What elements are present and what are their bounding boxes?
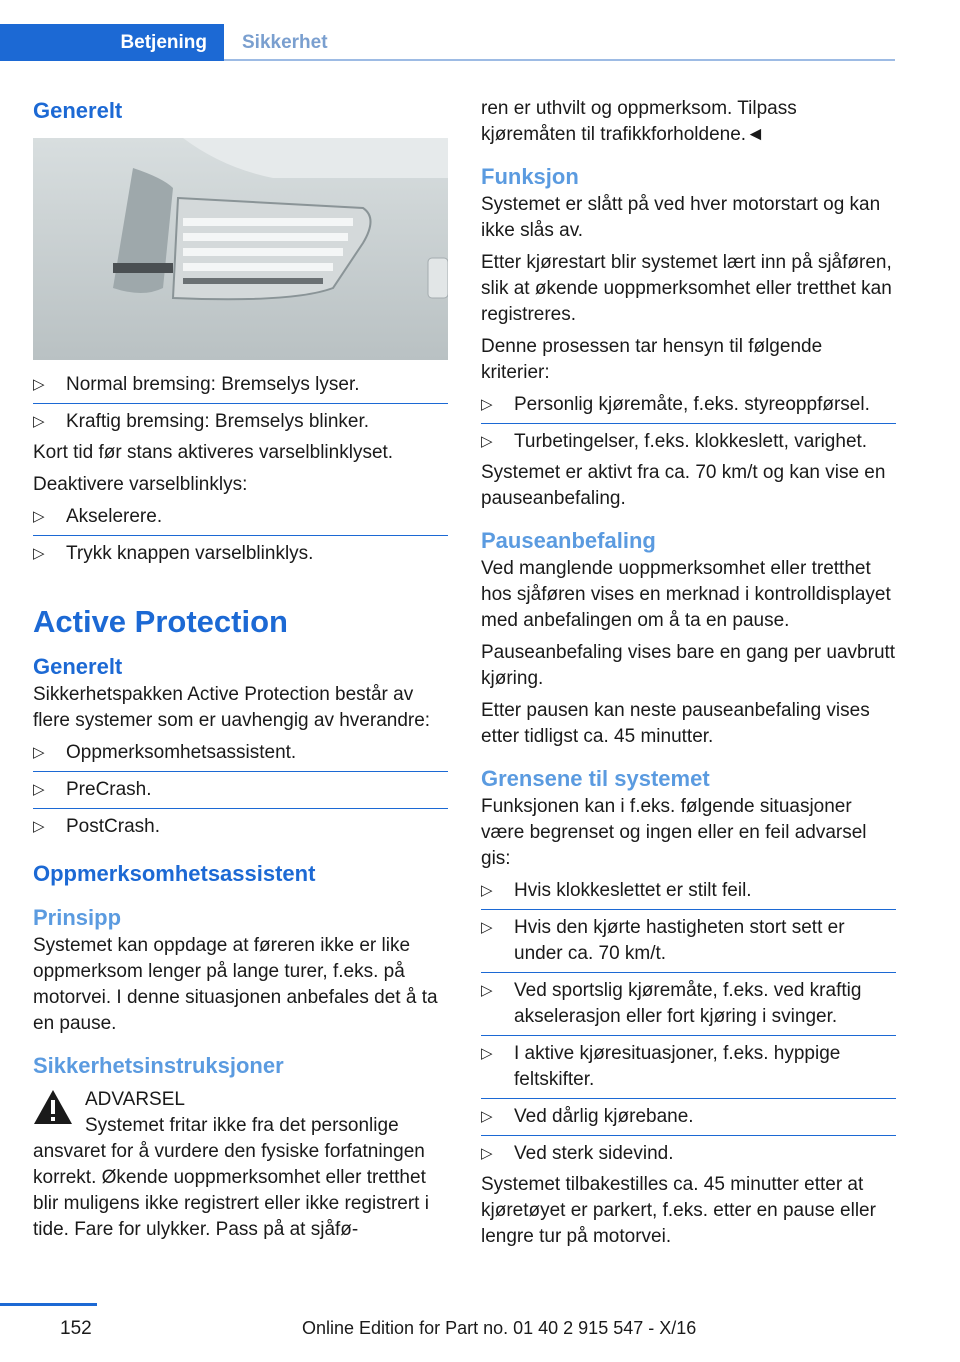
paragraph: Denne prosessen tar hensyn til følgende kriterier: — [481, 336, 823, 383]
triangle-bullet-icon: ▷ — [33, 545, 45, 562]
warning-triangle-icon — [33, 1089, 73, 1125]
paragraph: Systemet kan oppdage at føreren ikke er like oppmerksom lenger på lange turer, f.eks. på motorvei. I denne situasjonen anbefales det å ta en pause. — [33, 935, 438, 1034]
triangle-bullet-icon: ▷ — [33, 818, 45, 835]
paragraph: Etter kjørestart blir systemet lært inn på sjåføren, slik at økende uoppmerksomhet eller tretthet kan registreres. — [481, 252, 892, 325]
systems-list — [33, 740, 448, 840]
triangle-bullet-icon: ▷ — [481, 433, 493, 450]
left-column — [33, 96, 448, 1243]
divider — [33, 808, 448, 809]
limits-list — [481, 878, 896, 1167]
heading-active-protection: Active Protection — [33, 604, 288, 639]
list-item: ▷ Turbetingelser, f.eks. klokkeslett, varighet. — [481, 429, 896, 455]
divider — [33, 535, 448, 536]
list-item: ▷ Hvis klokkeslettet er stilt feil. — [481, 878, 896, 904]
triangle-bullet-icon: ▷ — [481, 919, 493, 936]
triangle-bullet-icon: ▷ — [481, 982, 493, 999]
header-tabs — [0, 24, 895, 62]
triangle-bullet-icon: ▷ — [481, 1108, 493, 1125]
list-item: ▷ Trykk knappen varselblinklys. — [33, 541, 448, 567]
triangle-bullet-icon: ▷ — [33, 781, 45, 798]
heading-funksjon: Funksjon — [481, 164, 579, 189]
divider — [481, 972, 896, 973]
divider — [481, 1135, 896, 1136]
tail-light-illustration — [33, 138, 448, 360]
triangle-bullet-icon: ▷ — [33, 744, 45, 761]
paragraph: Deaktivere varselblinklys: — [33, 474, 248, 495]
divider — [481, 909, 896, 910]
divider — [481, 1035, 896, 1036]
page-number: 152 — [60, 1318, 92, 1339]
divider — [33, 403, 448, 404]
triangle-bullet-icon: ▷ — [481, 1145, 493, 1162]
list-item: ▷ I aktive kjøresituasjoner, f.eks. hyppige feltskifter. — [481, 1043, 841, 1090]
list-item: ▷ Personlig kjøremåte, f.eks. styreoppførsel. — [481, 392, 896, 418]
tab-betjening[interactable]: Betjening — [0, 24, 224, 61]
paragraph: Funksjonen kan i f.eks. følgende situasjoner være begrenset og ingen eller en feil advarsel gis: — [481, 796, 867, 869]
divider — [481, 1098, 896, 1099]
list-item: ▷ Kraftig bremsing: Bremselys blinker. — [33, 409, 448, 435]
paragraph: Systemet er slått på ved hver motorstart og kan ikke slås av. — [481, 194, 881, 241]
tab-divider — [224, 59, 895, 61]
triangle-bullet-icon: ▷ — [33, 376, 45, 393]
warning-title: ADVARSEL — [85, 1089, 185, 1110]
right-column — [481, 96, 896, 1250]
triangle-bullet-icon: ▷ — [481, 882, 493, 899]
paragraph: Sikkerhetspakken Active Protection består av flere systemer som er uavhengig av hverandre: — [33, 684, 431, 731]
criteria-list — [481, 392, 896, 455]
heading-grensene: Grensene til systemet — [481, 766, 710, 791]
list-item: ▷ Ved sportslig kjøremåte, f.eks. ved kraftig akselerasjon eller fort kjøring i svinger. — [481, 980, 862, 1027]
heading-generelt: Generelt — [33, 98, 123, 123]
heading-prinsipp: Prinsipp — [33, 905, 122, 930]
list-item: ▷ Ved dårlig kjørebane. — [481, 1104, 896, 1130]
warning-text: Systemet fritar ikke fra det personlige ansvaret for å vurdere den fysiske forfatningen korrekt. Økende uoppmerksomhet eller tretthet blir muligens ikke registrert eller ikke registrert i tide. Fare for ulykker. Pass på at sjåfø- — [33, 1115, 429, 1240]
heading-sikkerhetsinstruksjoner: Sikkerhetsinstruksjoner — [33, 1053, 284, 1078]
paragraph: Ved manglende uoppmerksomhet eller tretthet hos sjåføren vises en merknad i kontrolldisplayet med anbefalingen om å ta en pause. — [481, 558, 891, 631]
heading-pauseanbefaling: Pauseanbefaling — [481, 528, 656, 553]
tail-light-image — [33, 138, 448, 360]
paragraph: Kort tid før stans aktiveres varselblinklyset. — [33, 442, 394, 463]
paragraph: Etter pausen kan neste pauseanbefaling vises etter tidligst ca. 45 minutter. — [481, 700, 870, 747]
paragraph: Systemet tilbakestilles ca. 45 minutter etter at kjøretøyet er parkert, f.eks. etter en pause eller lengre tur på motorvei. — [481, 1174, 876, 1247]
edition-footer: Online Edition for Part no. 01 40 2 915 547 - X/16 — [302, 1318, 697, 1338]
triangle-bullet-icon: ▷ — [481, 1045, 493, 1062]
deactivate-list — [33, 504, 448, 567]
page-number-rule — [0, 1303, 97, 1306]
divider — [481, 423, 896, 424]
heading-generelt-2: Generelt — [33, 654, 123, 679]
tab-sikkerhet[interactable]: Sikkerhet — [242, 31, 328, 53]
paragraph: ren er uthvilt og oppmerksom. Tilpass kjøremåten til trafikkforholdene.◄ — [481, 98, 797, 145]
divider — [33, 771, 448, 772]
list-item: ▷ Ved sterk sidevind. — [481, 1141, 896, 1167]
list-item: ▷ Oppmerksomhetsassistent. — [33, 740, 448, 766]
heading-oppmerksomhetsassistent: Oppmerksomhetsassistent — [33, 861, 316, 886]
list-item: ▷ Akselerere. — [33, 504, 448, 530]
triangle-bullet-icon: ▷ — [481, 396, 493, 413]
paragraph: Systemet er aktivt fra ca. 70 km/t og kan vise en pauseanbefaling. — [481, 462, 886, 509]
brake-list — [33, 372, 448, 435]
list-item: ▷ Normal bremsing: Bremselys lyser. — [33, 372, 448, 398]
list-item: ▷ Hvis den kjørte hastigheten stort sett er under ca. 70 km/t. — [481, 917, 845, 964]
triangle-bullet-icon: ▷ — [33, 413, 45, 430]
list-item: ▷ PreCrash. — [33, 777, 448, 803]
list-item: ▷ PostCrash. — [33, 814, 448, 840]
paragraph: Pauseanbefaling vises bare en gang per uavbrutt kjøring. — [481, 642, 896, 689]
warning-box — [33, 1087, 448, 1113]
triangle-bullet-icon: ▷ — [33, 508, 45, 525]
